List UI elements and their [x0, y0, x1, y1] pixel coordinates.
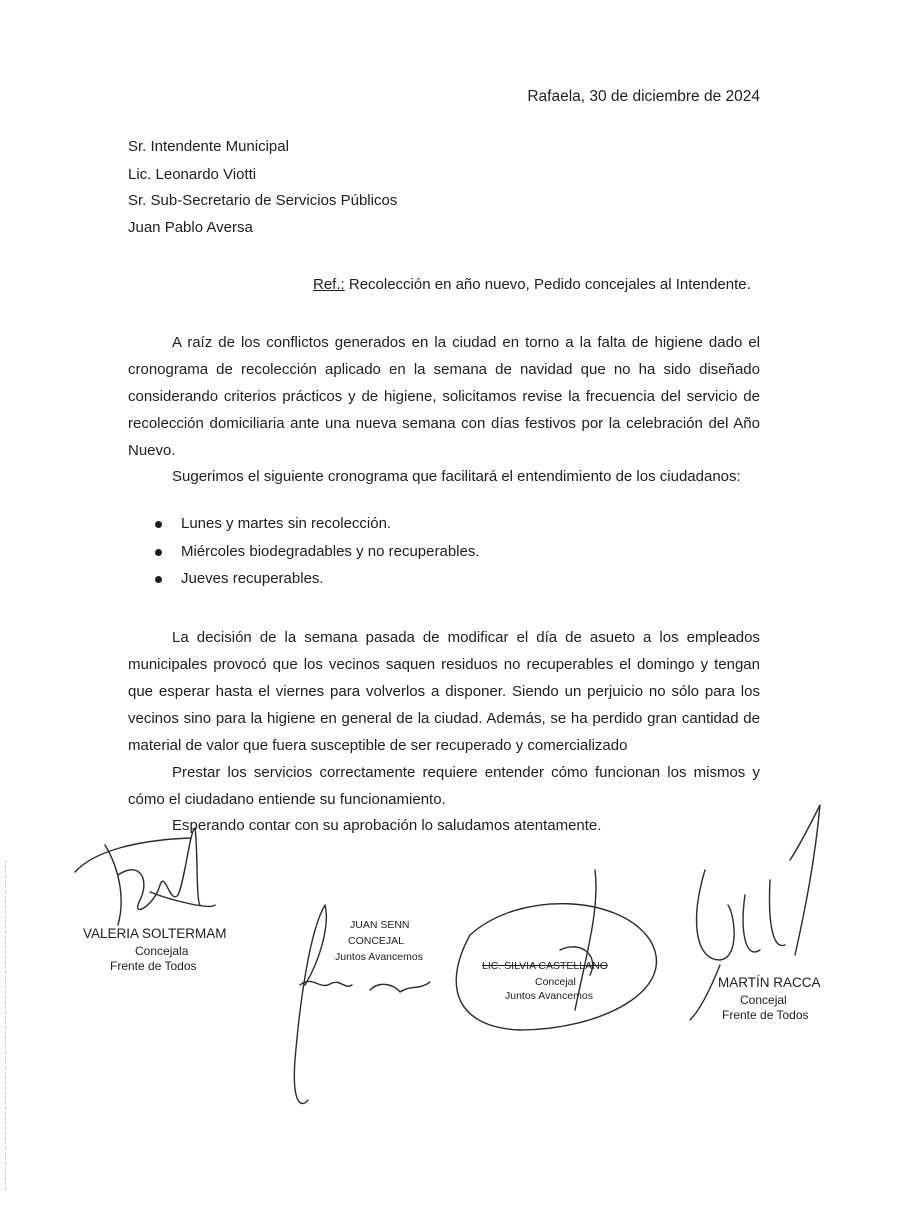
paragraph-text: Prestar los servicios correctamente requiere entender cómo funcionan los mismos y cómo el ciudadano entiende su funcionamiento.: [128, 764, 760, 808]
signer-bloc: Juntos Avancemos: [505, 990, 593, 1002]
paragraph-text: La decisión de la semana pasada de modificar el día de asueto a los empleados municipales provocó que los vecinos saquen residuos no recuperables el domingo y tengan que esperar hasta el viernes para volverlos a disponer. Siendo un perjuicio no sólo para los vecinos sino para la higiene en general de la ciudad. Además, se ha perdido gran cantidad de material de valor que fuera susceptible de ser recuperado y comercializado: [128, 629, 760, 754]
signer-bloc: Frente de Todos: [722, 1008, 809, 1022]
signer-name: VALERIA SOLTERMAM: [83, 926, 227, 941]
signer-bloc: Frente de Todos: [110, 959, 197, 973]
paragraph-text: A raíz de los conflictos generados en la ciudad en torno a la falta de higiene dado el cronograma de recolección aplicado en la semana de navidad que no ha sido diseñado considerando criterios prácticos y de higiene, solicitamos revise la frecuencia del servicio de recolección domiciliaria ante una nueva semana con días festivos por la celebración del Año Nuevo.: [128, 334, 760, 459]
handwritten-signature: [75, 828, 200, 925]
handwritten-signature: [294, 905, 326, 1104]
signer-name: MARTÍN RACCA: [718, 975, 821, 990]
recipient-line: Lic. Leonardo Viotti: [128, 166, 257, 183]
signer-role: Concejala: [135, 944, 189, 958]
list-item-text: Lunes y martes sin recolección.: [181, 515, 392, 532]
signer-role: Concejal: [740, 993, 787, 1007]
reference-text: Recolección en año nuevo, Pedido concejales al Intendente.: [348, 276, 751, 293]
recipient-line: Sr. Sub-Secretario de Servicios Públicos: [128, 192, 398, 209]
signer-name: LIC. SILVIA CASTELLANO: [482, 960, 608, 972]
scan-edge: [5, 860, 7, 1190]
list-item-text: Miércoles biodegradables y no recuperables.: [181, 542, 480, 560]
paragraph-text: Sugerimos el siguiente cronograma que facilitará el entendimiento de los ciudadanos:: [172, 468, 741, 485]
list-item-text: Jueves recuperables.: [181, 570, 324, 587]
recipient-line: Sr. Intendente Municipal: [128, 138, 289, 155]
reference-label: Ref.:: [313, 276, 345, 293]
signer-role: CONCEJAL: [348, 935, 405, 947]
recipient-line: Juan Pablo Aversa: [128, 219, 253, 236]
place-date: Rafaela, 30 de diciembre de 2024: [527, 88, 760, 105]
paragraph-text: Esperando contar con su aprobación lo saludamos atentamente.: [172, 817, 602, 834]
signer-role: Concejal: [535, 976, 576, 988]
signer-name: JUAN SENN: [350, 919, 410, 931]
signer-bloc: Juntos Avancemos: [335, 951, 423, 963]
